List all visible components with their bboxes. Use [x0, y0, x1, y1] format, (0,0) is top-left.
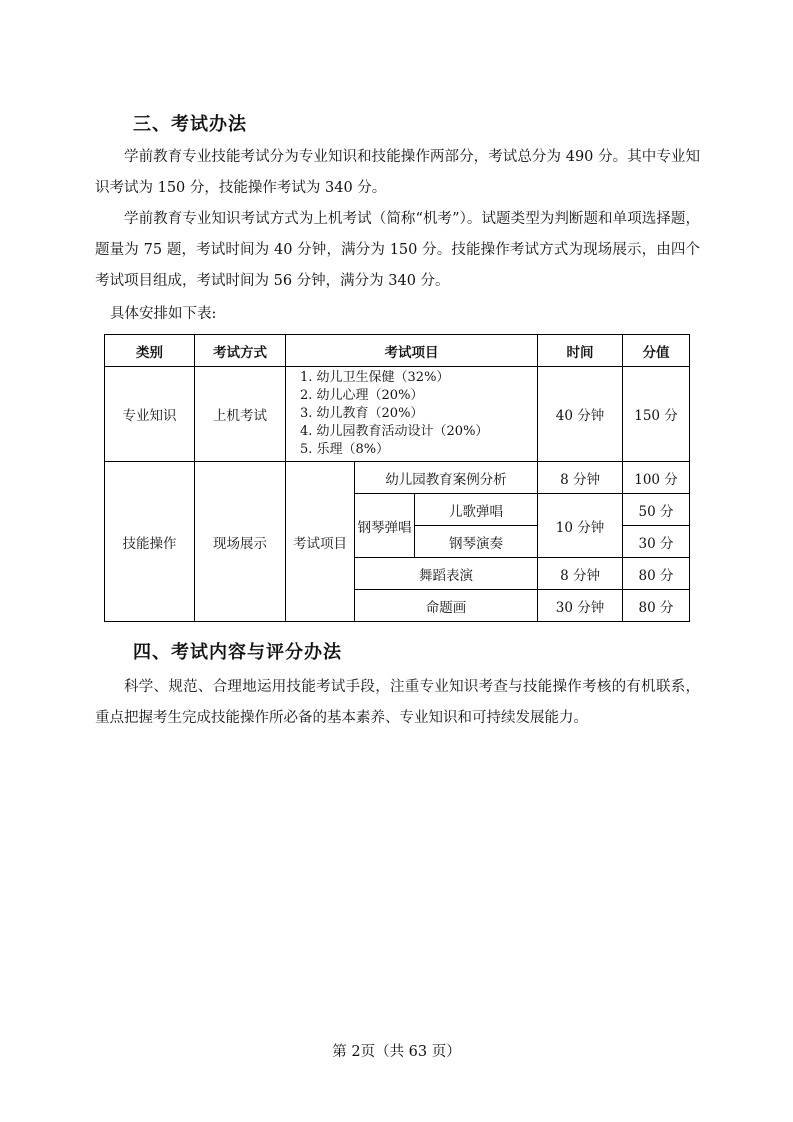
- cell-time: 8 分钟: [538, 558, 623, 590]
- cell-dance: 舞蹈表演: [355, 558, 538, 590]
- list-item: 2. 幼儿心理（20%）: [300, 388, 424, 403]
- list-item: 4. 幼儿园教育活动设计（20%）: [300, 424, 489, 439]
- page-footer: 第 2页（共 63 页）: [332, 1044, 461, 1060]
- cell-time: 8 分钟: [538, 462, 623, 494]
- cell-items-list: [286, 367, 538, 462]
- table-row: [105, 367, 690, 462]
- cell-category: 技能操作: [105, 462, 195, 622]
- section-3-heading: 三、考试办法: [133, 114, 247, 135]
- cell-method: 现场展示: [195, 462, 286, 622]
- cell-method: 上机考试: [195, 367, 286, 462]
- header-method: 考试方式: [195, 335, 286, 367]
- cell-items-label: 考试项目: [286, 462, 355, 622]
- cell-drawing: 命题画: [355, 590, 538, 622]
- cell-case-analysis: 幼儿园教育案例分析: [355, 462, 538, 494]
- cell-score: 150 分: [623, 367, 690, 462]
- header-items: 考试项目: [286, 335, 538, 367]
- list-item: 5. 乐理（8%）: [300, 442, 390, 457]
- header-score: 分值: [623, 335, 690, 367]
- header-category: 类别: [105, 335, 195, 367]
- cell-score: 100 分: [623, 462, 690, 494]
- cell-time: 30 分钟: [538, 590, 623, 622]
- section-3-paragraph-1: 学前教育专业技能考试分为专业知识和技能操作两部分，考试总分为 490 分。其中专业知识考试为 150 分，技能操作考试为 340 分。: [95, 149, 700, 196]
- cell-time: 40 分钟: [538, 367, 623, 462]
- cell-category: 专业知识: [105, 367, 195, 462]
- cell-score: 50 分: [623, 494, 690, 526]
- section-4-paragraph-1: 科学、规范、合理地运用技能考试手段，注重专业知识考查与技能操作考核的有机联系，重点把握考生完成技能操作所必备的基本素养、专业知识和可持续发展能力。: [95, 679, 700, 726]
- section-4-heading: 四、考试内容与评分办法: [133, 642, 342, 663]
- table-row: [105, 462, 690, 494]
- cell-score: 30 分: [623, 526, 690, 558]
- list-item: 1. 幼儿卫生保健（32%）: [300, 370, 450, 385]
- exam-arrangement-table: [104, 334, 690, 622]
- section-3-paragraph-2: 学前教育专业知识考试方式为上机考试（简称“机考”）。试题类型为判断题和单项选择题，题量为 75 题，考试时间为 40 分钟，满分为 150 分。技能操作考试方式为现场展示，由四个考试项目组成，考试时间为 56 分钟，满分为 340 分。: [95, 211, 700, 289]
- cell-piano: 钢琴演奏: [415, 526, 538, 558]
- table-header-row: [105, 335, 690, 367]
- cell-score: 80 分: [623, 558, 690, 590]
- cell-piano-group: 钢琴弹唱: [355, 494, 415, 558]
- header-time: 时间: [538, 335, 623, 367]
- list-item: 3. 幼儿教育（20%）: [300, 406, 424, 421]
- cell-song: 儿歌弹唱: [415, 494, 538, 526]
- cell-time: 10 分钟: [538, 494, 623, 558]
- cell-score: 80 分: [623, 590, 690, 622]
- table-intro: 具体安排如下表:: [110, 306, 217, 322]
